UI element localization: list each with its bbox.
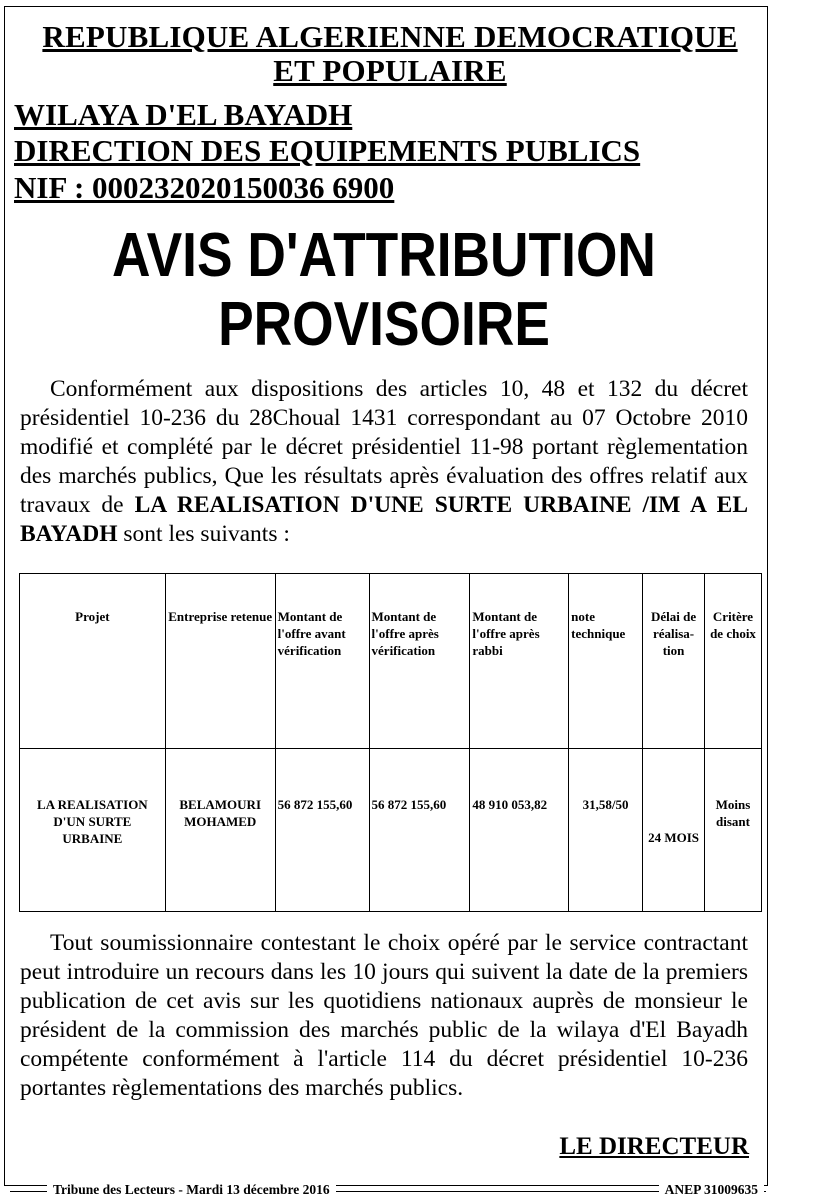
footer [10, 1181, 766, 1201]
header-montant-rabbi: Montant de l'offre après rabbi [470, 574, 569, 749]
header-critere: Critère de choix [705, 574, 762, 749]
award-table [19, 573, 762, 912]
direction-name: DIRECTION DES EQUIPEMENTS PUBLICS [14, 133, 641, 168]
cell-projet: LA REALISATION D'UN SURTE URBAINE [20, 749, 166, 912]
header-projet: Projet [20, 574, 166, 749]
header-note: note technique [569, 574, 643, 749]
closing-paragraph [20, 929, 748, 1103]
cell-montant-avant: 56 872 155,60 [275, 749, 369, 912]
republic-line-2: ET POPULAIRE [273, 53, 507, 88]
cell-note: 31,58/50 [569, 749, 643, 912]
wilaya-name: WILAYA D'EL BAYADH [14, 97, 353, 132]
nif-number: NIF : 000232020150036 6900 [14, 170, 395, 205]
intro-text-end: sont les suivants : [117, 521, 290, 547]
header-montant-apres: Montant de l'offre après vérification [369, 574, 470, 749]
cell-montant-rabbi: 48 910 053,82 [470, 749, 569, 912]
table-row [20, 749, 762, 912]
header-entreprise: Entreprise retenue [165, 574, 275, 749]
cell-critere: Moins disant [705, 749, 762, 912]
header-montant-avant: Montant de l'offre avant vérification [275, 574, 369, 749]
table-header-row [20, 574, 762, 749]
republic-line-1: REPUBLIQUE ALGERIENNE DEMOCRATIQUE [42, 19, 738, 54]
intro-text: Conformément aux dispositions des articles 10, 48 et 132 du décret présidentiel 10-236 du 28Choual 1431 correspondant au 07 Octobre 2010 modifié et complété par le décret présidentiel 11-98 portant règlementation des marchés publics, Que les résultats après évaluation des offres relatif aux travaux de [20, 376, 748, 518]
cell-montant-apres: 56 872 155,60 [369, 749, 470, 912]
header-delai: Délai de réalisa-tion [643, 574, 705, 749]
signature: LE DIRECTEUR [559, 1133, 749, 1160]
footer-reference: ANEP 31009635 [659, 1182, 764, 1198]
footer-publication: Tribune des Lecteurs - Mardi 13 décembre 2016 [47, 1182, 336, 1198]
cell-entreprise: BELAMOURI MOHAMED [165, 749, 275, 912]
notice-title-line-2: PROVISOIRE [218, 290, 550, 359]
intro-paragraph [20, 375, 748, 549]
notice-title-line-1: AVIS D'ATTRIBUTION [112, 221, 656, 290]
intro-project-name: LA REALISATION D'UNE SURTE URBAINE /IM A EL BAYADH [20, 492, 748, 547]
closing-text: Tout soumissionnaire contestant le choix opéré par le service contractant peut introduire un recours dans les 10 jours qui suivent la date de la premiers publication de cet avis sur les quotidiens nationaux auprès de monsieur le président de la commission des marchés public de la wilaya d'El Bayadh compétente conformément à l'article 114 du décret présidentiel 10-236 portantes règlementations des marchés publics. [20, 930, 748, 1101]
cell-delai: 24 MOIS [643, 749, 705, 912]
